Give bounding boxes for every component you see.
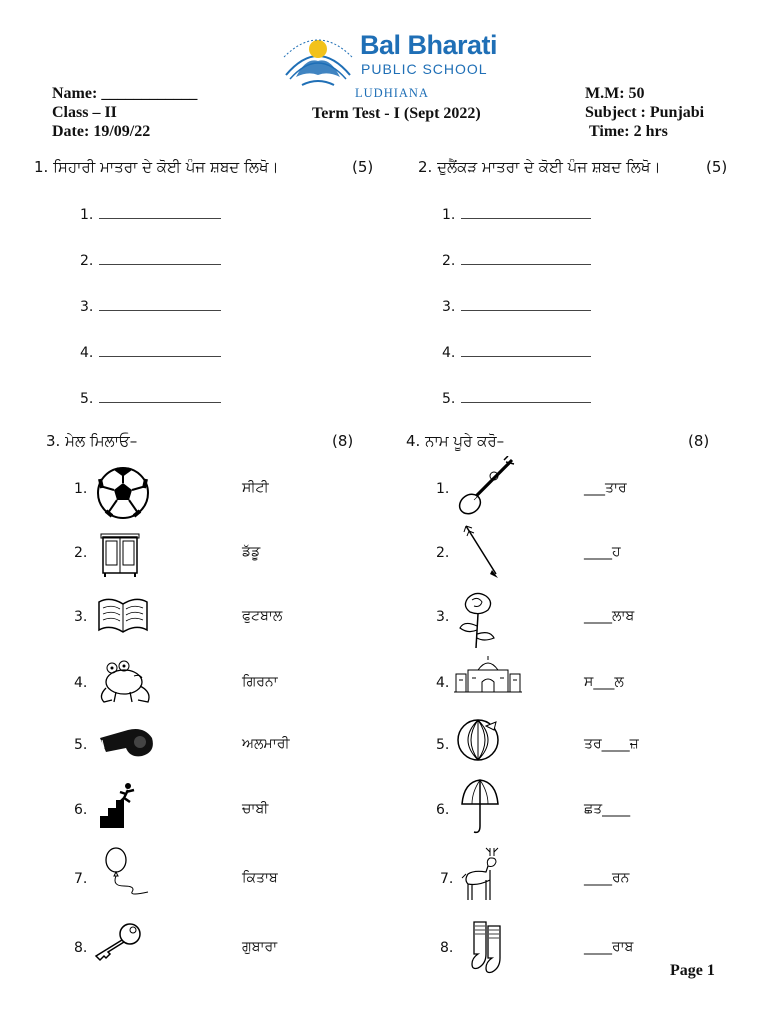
fill-word[interactable]: ____ਲਾਬ [584,608,635,624]
school-name: Bal Bharati [360,30,498,60]
match-number: 4. [74,675,88,691]
umbrella-icon [460,778,500,836]
answer-line[interactable]: 4. [80,342,221,388]
almirah-icon [100,532,140,578]
balloon-icon [102,846,154,896]
match-number: 7. [74,871,88,887]
fill-number: 4. [436,675,450,691]
rose-icon [456,590,498,650]
school-city: LUDHIANA [355,86,429,100]
test-title: Term Test - I (Sept 2022) [312,105,481,122]
sitar-icon [456,456,518,516]
answer-line[interactable]: 4. [442,342,591,388]
fill-word[interactable]: ____ਰਾਬ [584,939,634,955]
key-icon [92,920,144,962]
time-label: Time: 2 hrs [589,123,668,140]
question-1: 1. ਸਿਹਾਰੀ ਮਾਤਰਾ ਦੇ ਕੋਈ ਪੰਜ ਸ਼ਬਦ ਲਿਖੋ। [34,158,279,176]
match-word: ਗਿਰਨਾ [242,674,278,690]
fill-word[interactable]: ___ਤਾਰ [584,480,627,496]
school-emblem-icon [276,27,360,97]
arrow-icon [462,524,502,580]
max-marks: M.M: 50 [585,85,645,102]
match-word: ਗੁਬਾਰਾ [242,939,278,955]
exam-info [585,84,704,141]
match-number: 2. [74,545,88,561]
match-number: 3. [74,609,88,625]
fill-word[interactable]: ਸ___ਲ [584,674,624,690]
match-word: ਡੱਡੂ [242,544,261,560]
answer-line[interactable]: 2. [80,250,221,296]
answer-line[interactable]: 1. [442,204,591,250]
answer-line[interactable]: 5. [442,388,591,434]
name-field[interactable]: Name: ____________ [52,85,198,102]
socks-icon [470,918,508,974]
answer-line[interactable]: 3. [442,296,591,342]
fill-number: 7. [440,871,454,887]
match-word: ਕਿਤਾਬ [242,870,278,886]
answer-line[interactable]: 1. [80,204,221,250]
deer-icon [460,846,504,902]
watermelon-icon [456,718,500,762]
match-word: ਅਲਮਾਰੀ [242,736,290,752]
match-word: ਚਾਬੀ [242,801,269,817]
fill-number: 1. [436,481,450,497]
subject-label: Subject : Punjabi [585,104,705,121]
falling-icon [98,782,136,828]
fill-word[interactable]: ____ਹ [584,544,621,560]
match-number: 1. [74,481,88,497]
fill-number: 5. [436,737,450,753]
student-info [52,84,197,141]
fill-number: 2. [436,545,450,561]
school-subtitle: PUBLIC SCHOOL [361,61,488,77]
question-4-marks: (8) [688,432,710,450]
match-number: 5. [74,737,88,753]
answer-line[interactable]: 5. [80,388,221,434]
answer-line[interactable]: 2. [442,250,591,296]
fill-number: 3. [436,609,450,625]
question-2-marks: (5) [706,158,728,176]
page-number: Page 1 [670,962,715,979]
question-2-answers [442,204,591,434]
class-label: Class – II [52,104,117,121]
question-3-marks: (8) [332,432,354,450]
fill-number: 6. [436,802,450,818]
fill-number: 8. [440,940,454,956]
palace-icon [452,654,524,694]
question-4: 4. ਨਾਮ ਪੂਰੇ ਕਰੋ– [406,432,505,450]
match-number: 8. [74,940,88,956]
football-icon [96,466,150,520]
frog-icon [94,656,156,706]
match-word: ਫੁਟਬਾਲ [242,608,283,624]
book-icon [96,596,150,636]
question-2: 2. ਦੁਲੈਂਕੜ ਮਾਤਰਾ ਦੇ ਕੋਈ ਪੰਜ ਸ਼ਬਦ ਲਿਖੋ। [418,158,661,176]
whistle-icon [98,726,156,760]
fill-word[interactable]: ____ਰਨ [584,870,630,886]
question-1-marks: (5) [352,158,374,176]
question-3: 3. ਮੇਲ ਮਿਲਾਓ– [46,432,138,450]
fill-word[interactable]: ਛਤ____ [584,801,631,817]
question-1-answers [80,204,221,434]
match-word: ਸੀਟੀ [242,480,269,496]
date-label: Date: 19/09/22 [52,123,151,140]
match-number: 6. [74,802,88,818]
answer-line[interactable]: 3. [80,296,221,342]
fill-word[interactable]: ਤਰ____ਜ਼ [584,736,639,752]
